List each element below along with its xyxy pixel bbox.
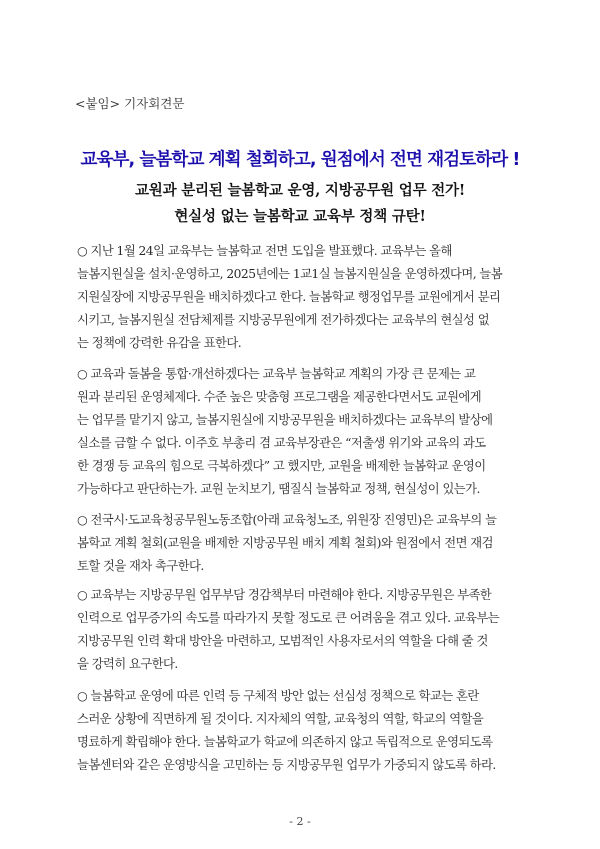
paragraph-line: 명료하게 확립해야 한다. 늘봄학교가 학교에 의존하지 않고 독립적으로 운영되도록 xyxy=(77,735,493,749)
paragraph-4 xyxy=(77,584,527,676)
paragraph-line: ○ 지난 1월 24일 교육부는 늘봄학교 전면 도입을 발표했다. 교육부는 올해 xyxy=(77,244,452,258)
paragraph-line: 가능하다고 판단하는가. 교원 눈치보기, 땜질식 늘봄학교 정책, 현실성이 있는가. xyxy=(77,482,480,496)
document-headline: 교육부, 늘봄학교 계획 철회하고, 원점에서 전면 재검토하라 ! xyxy=(80,150,520,170)
paragraph-5 xyxy=(77,685,527,777)
paragraph-line: 는 업무를 맡기지 않고, 늘봄지원실에 지방공무원을 배치하겠다는 교육부의 발상에 xyxy=(77,413,493,427)
paragraph-line: ○ 전국시·도교육청공무원노동조합(아래 교육청노조, 위원장 진영민)은 교육부의 늘 xyxy=(77,513,497,527)
paragraph-1 xyxy=(77,240,527,355)
paragraph-2 xyxy=(77,363,527,501)
paragraph-line: 을 강력히 요구한다. xyxy=(77,657,178,671)
paragraph-line: 지원실장에 지방공무원을 배치하겠다고 한다. 늘봄학교 행정업무를 교원에게서 분리 xyxy=(77,290,501,304)
subheading-2: 현실성 없는 늘봄학교 교육부 정책 규탄! xyxy=(174,208,426,225)
page-number: - 2 - xyxy=(289,815,311,828)
attachment-label: <붙임> 기자회견문 xyxy=(75,96,185,111)
paragraph-line: 실소를 금할 수 없다. 이주호 부총리 겸 교육부장관은 “저출생 위기와 교육의 과도 xyxy=(77,436,486,450)
paragraph-line: 시키고, 늘봄지원실 전담체제를 지방공무원에게 전가하겠다는 교육부의 현실성 없 xyxy=(77,313,490,327)
paragraph-line: ○ 늘봄학교 운영에 따른 인력 등 구체적 방안 없는 선심성 정책으로 학교는 혼란 xyxy=(77,689,479,703)
subheading-1: 교원과 분리된 늘봄학교 운영, 지방공무원 업무 전가! xyxy=(134,182,466,199)
paragraph-line: 봄학교 계획 철회(교원을 배제한 지방공무원 배치 계획 철회)와 원점에서 전면 재검 xyxy=(77,536,493,550)
paragraph-line: 토할 것을 재차 촉구한다. xyxy=(77,559,204,573)
paragraph-line: 는 정책에 강력한 유감을 표한다. xyxy=(77,336,242,350)
paragraph-line: ○ 교육부는 지방공무원 업무부담 경감책부터 마련해야 한다. 지방공무원은 부족한 xyxy=(77,588,492,602)
paragraph-line: 스러운 상황에 직면하게 될 것이다. 지자체의 역할, 교육청의 역할, 학교의 역할을 xyxy=(77,712,484,726)
paragraph-line: ○ 교육과 돌봄을 통합·개선하겠다는 교육부 늘봄학교 계획의 가장 큰 문제는 교 xyxy=(77,367,476,381)
paragraph-line: 지방공무원 인력 확대 방안을 마련하고, 모범적인 사용자로서의 역할을 다해 줄 것 xyxy=(77,634,488,648)
paragraph-line: 원과 분리된 운영체제다. 수준 높은 맞춤형 프로그램을 제공한다면서도 교원에게 xyxy=(77,390,482,404)
paragraph-3 xyxy=(77,509,527,578)
paragraph-line: 늘봄센터와 같은 운영방식을 고민하는 등 지방공무원 업무가 가중되지 않도록 하라. xyxy=(77,758,496,772)
paragraph-line: 한 경쟁 등 교육의 힘으로 극복하겠다” 고 했지만, 교원을 배제한 늘봄학교 운영이 xyxy=(77,459,486,473)
paragraph-line: 늘봄지원실을 설치·운영하고, 2025년에는 1교1실 늘봄지원실을 운영하겠다며, 늘봄 xyxy=(77,267,503,281)
paragraph-line: 인력으로 업무증가의 속도를 따라가지 못할 정도로 큰 어려움을 겪고 있다. 교육부는 xyxy=(77,611,500,625)
